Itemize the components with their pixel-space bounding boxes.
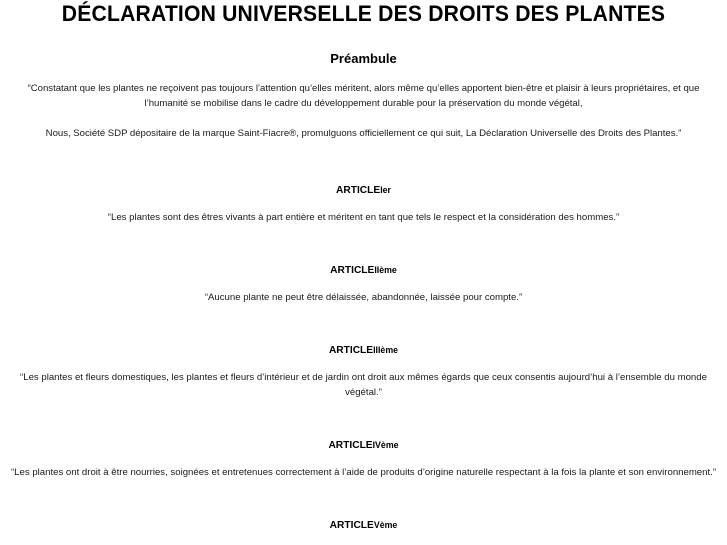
article-ordinal: IVème [372,439,399,450]
article-label: ARTICLE [336,185,381,197]
article-label: ARTICLE [328,344,374,356]
article-heading-3 [0,345,727,357]
article-body-3: “Les plantes et fleurs domestiques, les plantes et fleurs d’intérieur et de jardin ont droit aux mêmes égards que ceux consentis aujourd’hui à l’ensemble du monde végétal.” [20,371,707,399]
article-ordinal: IIème [374,264,397,275]
preamble-paragraph-2: Nous, Société SDP dépositaire de la marque Saint-Fiacre®, promulguons officiellement ce qui suit, La Déclaration Universelle des Droits des Plantes.” [45,127,682,139]
article-section-1 [0,141,727,226]
article-ordinal: Ier [380,185,391,196]
article-heading-4 [0,440,727,452]
article-heading-2 [0,265,727,277]
page-title: DÉCLARATION UNIVERSELLE DES DROITS DES PLANTES [61,1,666,26]
article-section-4 [0,401,727,481]
article-section-3 [0,306,727,401]
article-label: ARTICLE [329,519,374,531]
article-label: ARTICLE [328,439,373,451]
article-body-2: “Aucune plante ne peut être délaissée, abandonnée, laissée pour compte.” [204,292,523,304]
article-ordinal: IIIème [373,344,399,355]
article-section-5 [0,481,727,532]
article-label: ARTICLE [330,264,375,276]
preamble-paragraph-1: “Constatant que les plantes ne reçoivent pas toujours l’attention qu’elles méritent, alors même qu’elles apportent bien-être et plaisir à leurs propriétaires, et que l’humanité se mobilise dans le cadre du développement durable pour la préservation du monde végétal, [27,82,700,110]
article-heading-5 [0,520,727,532]
article-body-1: “Les plantes sont des êtres vivants à part entière et méritent en tant que tels le respect et la considération des hommes.” [107,212,620,224]
article-section-2 [0,226,727,306]
article-body-4: “Les plantes ont droit à être nourries, soignées et entretenues correctement à l’aide de produits d’origine naturelle respectant à la fois la plante et son environnement.” [10,467,717,479]
article-ordinal: Vème [373,519,398,530]
article-heading-1 [0,185,727,197]
preamble-heading: Préambule [330,51,397,66]
